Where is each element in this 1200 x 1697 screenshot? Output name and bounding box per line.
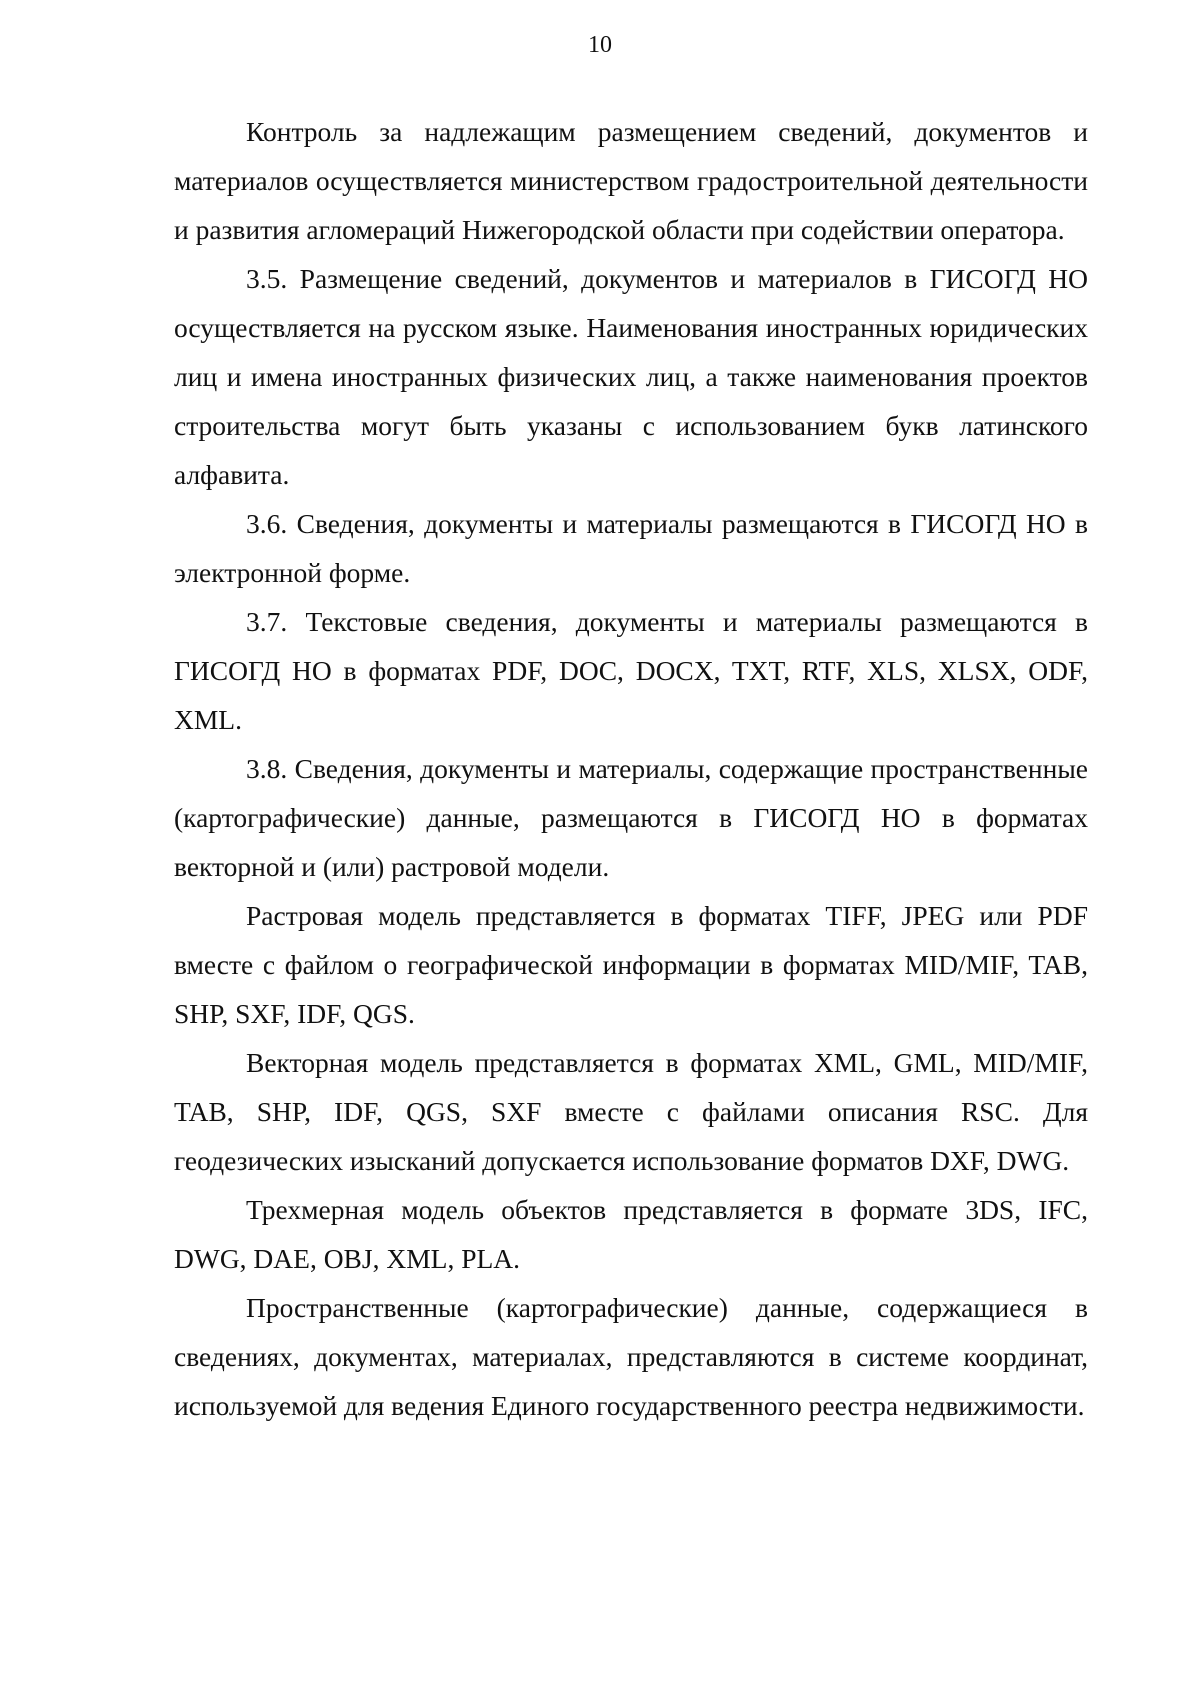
paragraph-3-5: 3.5. Размещение сведений, документов и материалов в ГИСОГД НО осуществляется на русском языке. Наименования иностранных юридических лиц и имена иностранных физических лиц, а также наименования проектов строительства могут быть указаны с использованием букв латинского алфавита. (174, 263, 1088, 490)
paragraph-3-8: 3.8. Сведения, документы и материалы, содержащие пространственные (картографические) данные, размещаются в ГИСОГД НО в форматах векторной и (или) растровой модели. (174, 753, 1088, 882)
paragraph-3-6: 3.6. Сведения, документы и материалы размещаются в ГИСОГД НО в электронной форме. (174, 508, 1088, 588)
paragraph-control: Контроль за надлежащим размещением сведений, документов и материалов осуществляется министерством градостроительной деятельности и развития агломераций Нижегородской области при содействии оператора. (174, 116, 1088, 245)
paragraph-raster-model: Растровая модель представляется в форматах TIFF, JPEG или PDF вместе с файлом о географической информации в форматах MID/MIF, TAB, SHP, SXF, IDF, QGS. (174, 900, 1088, 1029)
paragraph-3d-model: Трехмерная модель объектов представляется в формате 3DS, IFC, DWG, DAE, OBJ, XML, PLA. (174, 1194, 1088, 1274)
document-body (174, 107, 1088, 1430)
page-number: 10 (588, 32, 612, 58)
paragraph-vector-model: Векторная модель представляется в форматах XML, GML, MID/MIF, TAB, SHP, IDF, QGS, SXF вместе с файлами описания RSC. Для геодезических изысканий допускается использование форматов DXF, DWG. (174, 1047, 1088, 1176)
paragraph-spatial-data: Пространственные (картографические) данные, содержащиеся в сведениях, документах, материалах, представляются в системе координат, используемой для ведения Единого государственного реестра недвижимости. (174, 1292, 1088, 1421)
paragraph-3-7: 3.7. Текстовые сведения, документы и материалы размещаются в ГИСОГД НО в форматах PDF, DOC, DOCX, TXT, RTF, XLS, XLSX, ODF, XML. (174, 606, 1088, 735)
